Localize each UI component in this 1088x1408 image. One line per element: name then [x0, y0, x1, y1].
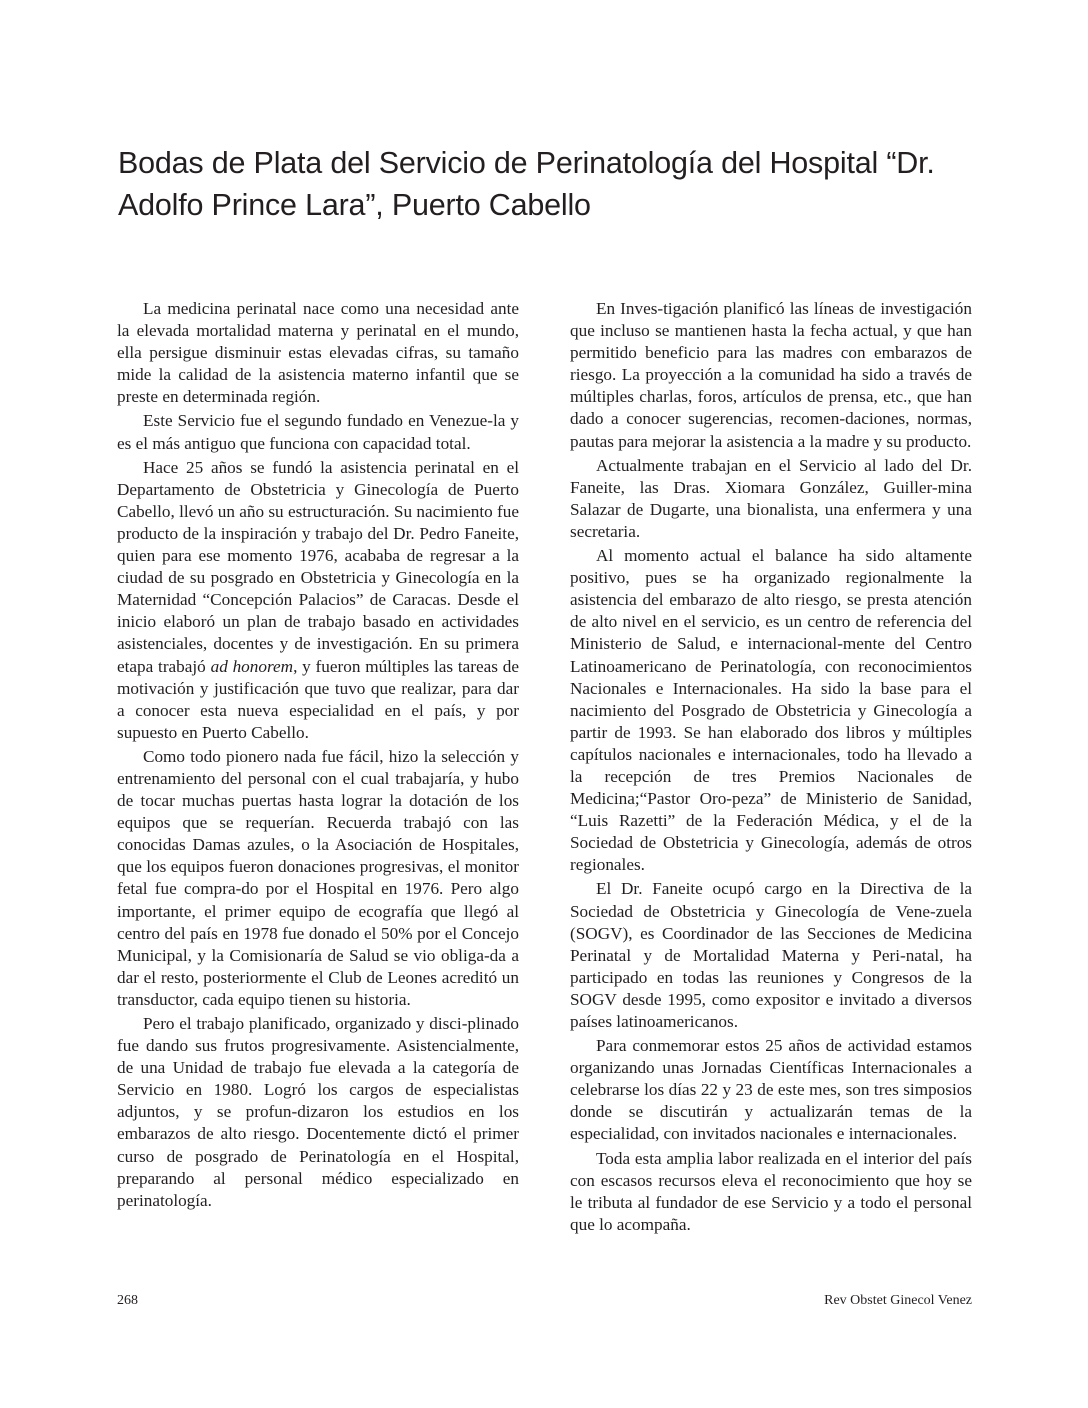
left-text-column — [117, 298, 519, 1214]
journal-name: Rev Obstet Ginecol Venez — [824, 1293, 972, 1308]
paragraph: Actualmente trabajan en el Servicio al lado del Dr. Faneite, las Dras. Xiomara González, Guiller-mina Salazar de Dugarte, una bionalista, una enfermera y una secretaria. — [570, 455, 972, 541]
paragraph: Al momento actual el balance ha sido altamente positivo, pues se ha organizado regionalmente la asistencia del embarazo de alto riesgo, se presta atención de alto nivel en el servicio, es un centro de referencia del Ministerio de Salud, e internacional-mente del Centro Latinoamericano de Perinatología, con reconocimientos Nacionales e Internacionales. Ha sido la base para el nacimiento del Posgrado de Obstetricia y Ginecología a partir de 1993. Se han elaborado dos libros y múltiples capítulos nacionales e internacionales, todo ha llevado a la recepción de tres Premios Nacionales de Medicina;“Pastor Oro-peza” de Ministerio de Sanidad, “Luis Razetti” de la Federación Médica, y el de la Sociedad de Obstetricia y Ginecología, además de otros regionales. — [570, 546, 972, 875]
right-text-column — [570, 298, 972, 1238]
paragraph — [117, 457, 519, 744]
paragraph-text: Hace 25 años se fundó la asistencia perinatal en el Departamento de Obstetricia y Ginecología de Puerto Cabello, llevó un año su estructuración. Su nacimiento fue producto de la inspiración y trabajo del Dr. Pedro Faneite, quien para ese momento 1976, acababa de regresar a la ciudad de su posgrado en Obstetricia y Ginecología en la Maternidad “Concepción Palacios” de Caracas. Desde el inicio elaboró un plan de trabajo basado en actividades asistenciales, docentes y de investigación. En su primera etapa trabajó — [117, 457, 519, 676]
article-title: Bodas de Plata del Servicio de Perinatología del Hospital “Dr. Adolfo Prince Lara”, Puerto Cabello — [118, 146, 935, 222]
paragraph: Este Servicio fue el segundo fundado en Venezue-la y es el más antiguo que funciona con capacidad total. — [117, 411, 519, 453]
page-number: 268 — [117, 1293, 138, 1308]
paragraph: El Dr. Faneite ocupó cargo en la Directiva de la Sociedad de Obstetricia y Ginecología de Vene-zuela (SOGV), es Coordinador de las Secciones de Medicina Perinatal y de Mortalidad Materna y Peri-natal, ha participado en todas las reuniones y Congresos de la SOGV desde 1995, como expositor e invitado a diversos países latinoamericanos. — [570, 879, 972, 1031]
paragraph: La medicina perinatal nace como una necesidad ante la elevada mortalidad materna y perinatal en el mundo, ella persigue disminuir estas elevadas cifras, su tamaño mide la calidad de la asistencia materno infantil que se preste en determinada región. — [117, 299, 519, 407]
paragraph: Como todo pionero nada fue fácil, hizo la selección y entrenamiento del personal con el cual trabajaría, y hubo de tocar muchas puertas hasta lograr la dotación de los equipos que se requerían. Recuerda trabajó con las conocidas Damas azules, o la Asociación de Hospitales, que los equipos fueron donaciones progresivas, el monitor fetal fue compra-do por el Hospital en 1976. Pero algo importante, el primer equipo de ecografía que llegó al centro del país en 1978 fue donado el 50% por el Concejo Municipal, y la Comisionaría de Salud se vio obliga-da a dar el resto, posteriormente el Club de Leones acreditó un transductor, cada equipo tienen su historia. — [117, 746, 519, 1009]
paragraph: Pero el trabajo planificado, organizado y disci-plinado fue dando sus frutos progresivamente. Asistencialmente, de una Unidad de trabajo fue elevada a la categoría de Servicio en 1980. Logró los cargos de especialistas adjuntos, y se profun-dizaron los estudios en los embarazos de alto riesgo. Docentemente dictó el primer curso de posgrado de Perinatología en el Hospital, preparando al personal médico especializado en perinatología. — [117, 1014, 519, 1210]
italic-phrase: ad honorem — [210, 656, 294, 676]
paragraph: Toda esta amplia labor realizada en el interior del país con escasos recursos eleva el reconocimiento que hoy se le tributa al fundador de ese Servicio y a todo el personal que lo acompaña. — [570, 1148, 972, 1234]
paragraph: En Inves-tigación planificó las líneas de investigación que incluso se mantienen hasta la fecha actual, y que han permitido beneficio para las madres con embarazos de riesgo. La proyección a la comunidad ha sido a través de múltiples charlas, foros, artículos de prensa, etc., que han dado a conocer sugerencias, recomen-daciones, normas, pautas para mejorar la asistencia a la madre y su producto. — [570, 299, 972, 451]
paragraph: Para conmemorar estos 25 años de actividad estamos organizando unas Jornadas Científicas Internacionales a celebrarse los días 22 y 23 de este mes, son tres simposios donde se discutirán y actualizarán temas de la especialidad, con invitados nacionales e internacionales. — [570, 1036, 972, 1144]
paragraph-text: , y fueron múltiples las tareas de motivación y justificación que tuvo que realizar, para dar a conocer esta nueva especialidad en el país, y por supuesto en Puerto Cabello. — [117, 656, 519, 742]
